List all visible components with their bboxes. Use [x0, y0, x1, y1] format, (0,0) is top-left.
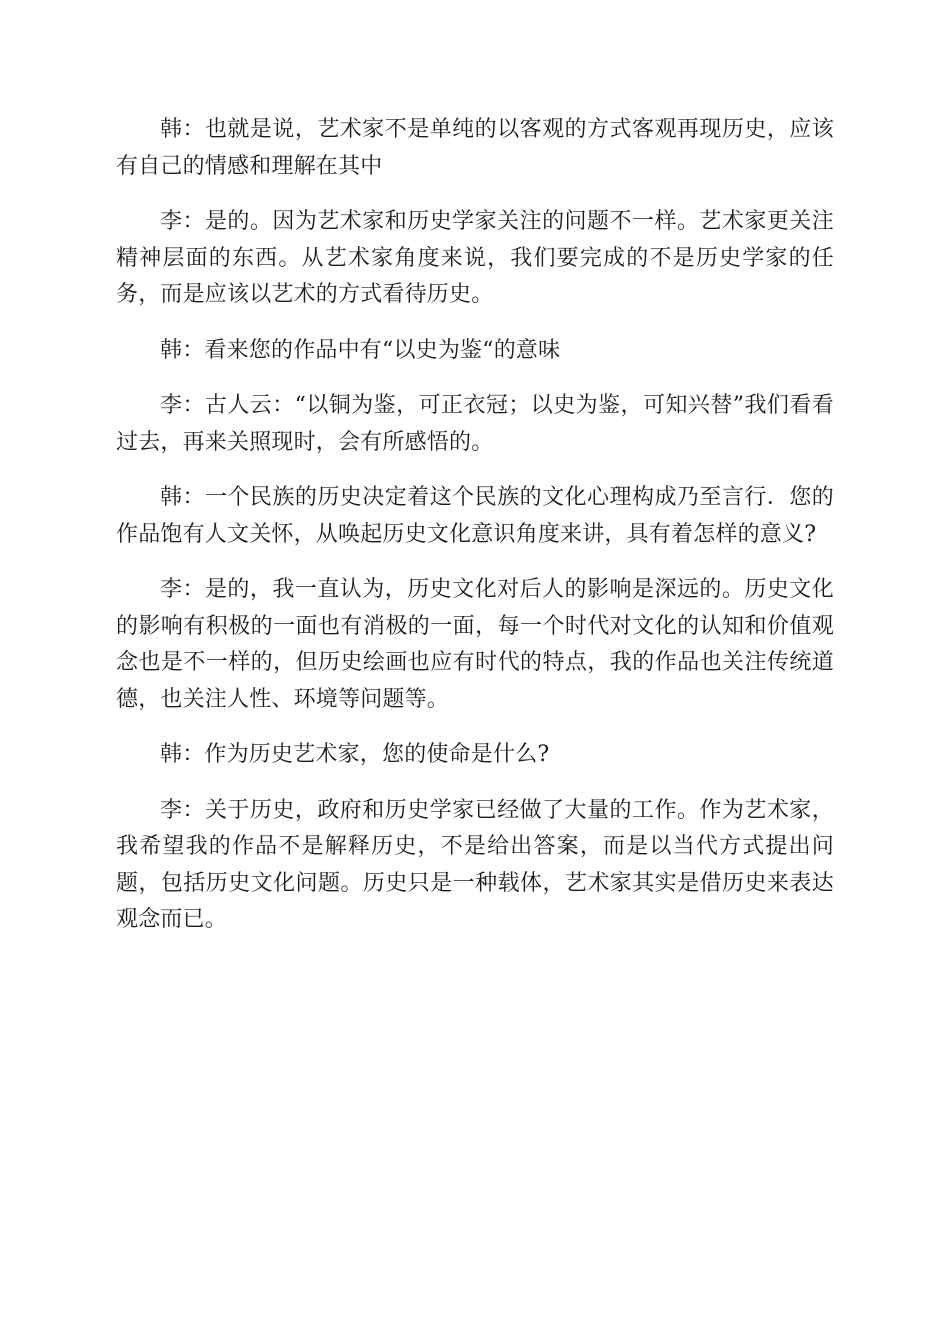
- paragraph-li-2: 李：古人云：“以铜为鉴，可正衣冠；以史为鉴，可知兴替”我们看看过去，再来关照现时，会有所感悟的。: [116, 393, 834, 455]
- paragraph-han-3: 韩：一个民族的历史决定着这个民族的文化心理构成乃至言行．您的作品饱有人文关怀，从唤起历史文化意识角度来讲，具有着怎样的意义?: [116, 485, 834, 547]
- interview-text: [116, 112, 834, 958]
- paragraph-li-4: 李：关于历史，政府和历史学家已经做了大量的工作。作为艺术家，我希望我的作品不是解释历史，不是给出答案，而是以当代方式提出问题，包括历史文化问题。历史只是一种载体，艺术家其实是借历史来表达观念而已。: [116, 797, 834, 932]
- paragraph-han-4: 韩：作为历史艺术家，您的使命是什么?: [160, 742, 550, 767]
- paragraph-han-1: 韩：也就是说，艺术家不是单纯的以客观的方式客观再现历史，应该有自己的情感和理解在其中: [116, 117, 834, 179]
- paragraph-li-1: 李：是的。因为艺术家和历史学家关注的问题不一样。艺术家更关注精神层面的东西。从艺术家角度来说，我们要完成的不是历史学家的任务，而是应该以艺术的方式看待历史。: [116, 209, 834, 307]
- paragraph-han-2: 韩：看来您的作品中有“以史为鉴“的意味: [160, 337, 561, 363]
- paragraph-li-3: 李：是的，我一直认为，历史文化对后人的影响是深远的。历史文化的影响有积极的一面也有消极的一面，每一个时代对文化的认知和价值观念也是不一样的，但历史绘画也应有时代的特点，我的作品也关注传统道德，也关注人性、环境等问题等。: [116, 577, 834, 712]
